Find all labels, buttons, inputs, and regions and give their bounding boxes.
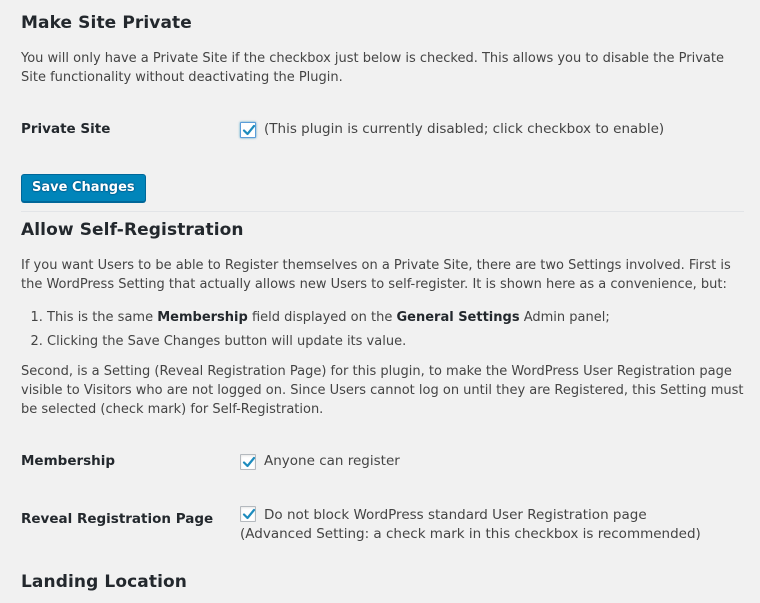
private-site-label: Private Site [21, 121, 111, 137]
self-registration-intro: If you want Users to be able to Register themselves on a Private Site, there are two Settings involved. First is the WordPress Setting that actually allows new Users to self-register. It is shown here as a convenience, but: [21, 258, 731, 292]
private-site-checkbox[interactable] [240, 122, 256, 138]
checkmark-icon [242, 455, 256, 469]
section-title-landing-location: Landing Location [21, 572, 187, 592]
membership-checkbox-text: Anyone can register [264, 453, 400, 469]
reveal-registration-explanation: Second, is a Setting (Reveal Registration Page) for this plugin, to make the WordPress User Registration page visible to Visitors who are not logged on. Since Users cannot log on until they are Registered, this Setting must be selected (check mark) for Self-Registration. [21, 364, 744, 417]
save-changes-button[interactable]: Save Changes [21, 174, 146, 202]
reveal-registration-checkbox[interactable] [240, 506, 256, 522]
private-site-option[interactable] [240, 120, 664, 139]
make-private-description: You will only have a Private Site if the checkbox just below is checked. This allows you to disable the Private Site functionality without deactivating the Plugin. [21, 51, 724, 85]
membership-option[interactable] [240, 452, 400, 471]
membership-label: Membership [21, 453, 116, 469]
self-registration-steps [21, 306, 610, 354]
checkmark-icon [242, 123, 256, 137]
list-item: 1. This is the same Membership field displayed on the General Settings Admin panel; [47, 306, 610, 330]
section-title-make-site-private: Make Site Private [21, 13, 192, 33]
private-site-checkbox-text: (This plugin is currently disabled; click checkbox to enable) [264, 121, 665, 137]
checkmark-icon [242, 507, 256, 521]
reveal-registration-option[interactable] [240, 506, 720, 544]
section-title-allow-self-registration: Allow Self-Registration [21, 220, 244, 240]
membership-checkbox[interactable] [240, 454, 256, 470]
section-divider [21, 211, 744, 212]
reveal-registration-label: Reveal Registration Page [21, 511, 214, 527]
list-item: 2. Clicking the Save Changes button will update its value. [47, 330, 610, 354]
reveal-registration-checkbox-text: Do not block WordPress standard User Registration page (Advanced Setting: a check mark in this checkbox is recommended) [240, 507, 701, 542]
